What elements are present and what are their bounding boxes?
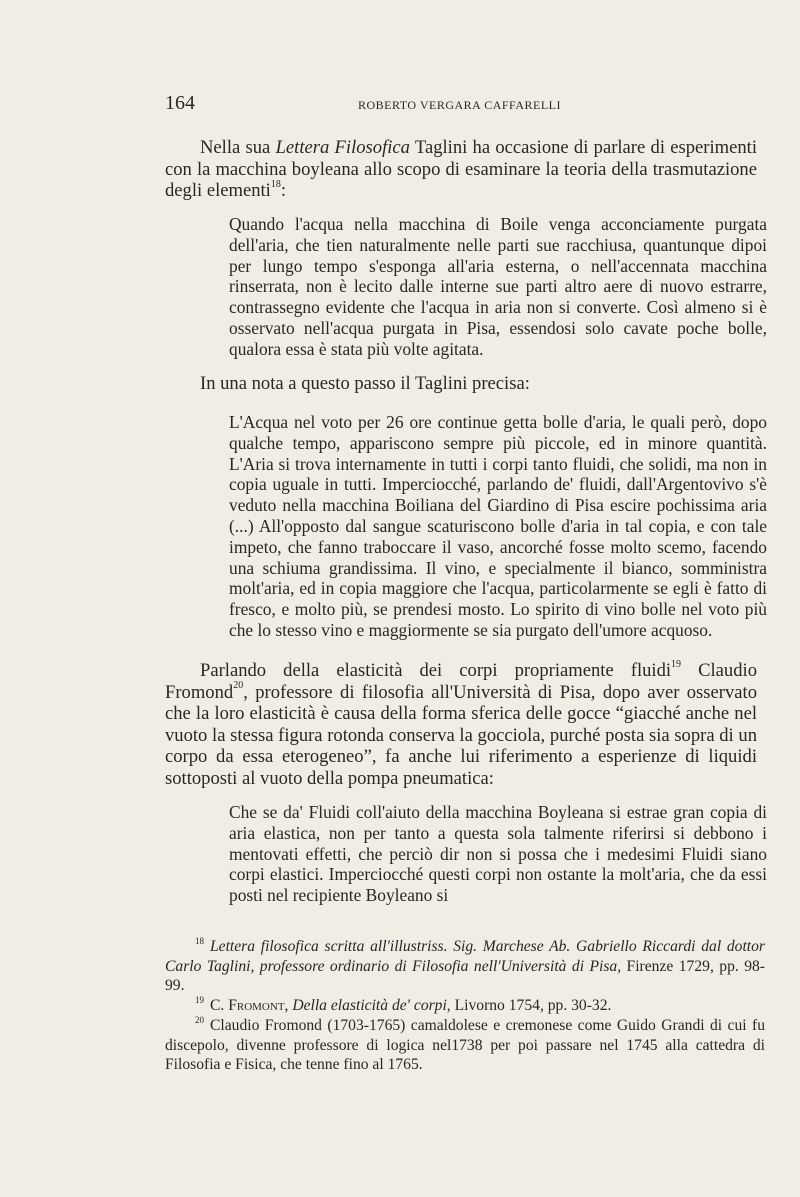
paragraph-3: Parlando della elasticità dei corpi propriamente fluidi$^{19}$ Claudio Fromond$^{20}$, professore di filosofia all'Università di Pisa, dopo aver osservato che la loro elasticità è causa della forma sferica delle gocce “giacché anche nel vuoto la stessa figura rotonda conserva la gocciola, purché posta sia sopra di un corpo da essa eterogeneo”, fa anche lui riferimento a esperienze di liquidi sottoposti al vuoto della pompa pneumatica: xyxy=(165,658,757,789)
footnote-19: $^{19}$ C. Fromont, Della elasticità de' corpi, Livorno 1754, pp. 30-32. xyxy=(195,994,612,1014)
block-quote-3: Che se da' Fluidi coll'aiuto della macchina Boyleana si estrae gran copia di aria elastica, non per tanto a questa sola talmente riferirsi si debbono i mentovati effetti, che perciò dir non si possa che i medesimi Fluidi siano corpi elastici. Imperciocché questi corpi non ostante la molt'aria, che da essi posti nel recipiente Boyleano si xyxy=(229,802,767,906)
footnote-ref-20[interactable]: 20 xyxy=(233,680,244,692)
page-header xyxy=(165,92,725,118)
footnote-ref-18[interactable]: 18 xyxy=(270,178,281,190)
running-head: ROBERTO VERGARA CAFFARELLI xyxy=(358,98,561,112)
author-small-caps: C. Fromont, xyxy=(210,997,289,1014)
footnote-ref-19[interactable]: 19 xyxy=(671,658,682,670)
footnote-18: $^{18}$ Lettera filosofica scritta all'illustriss. Sig. Marchese Ab. Gabriello Riccardi dal dottor Carlo Taglini, professore ordinario di Filosofia nell'Università di Pisa, Firenze 1729, pp. 98-99. xyxy=(165,935,766,995)
paragraph-2: In una nota a questo passo il Taglini precisa: xyxy=(200,373,530,394)
work-title: Lettera Filosofica xyxy=(275,137,410,158)
paragraph-1: Nella sua Lettera Filosofica Taglini ha occasione di parlare di esperimenti con la macchina boyleana allo scopo di esaminare la teoria della trasmutazione degli elementi$^{18}$: xyxy=(165,137,757,201)
footnote-20: $^{20}$ Claudio Fromond (1703-1765) camaldolese e cremonese come Guido Grandi di cui fu discepolo, divenne professore di logica nel1738 per poi passare nel 1745 alla cattedra di Filosofia e Fisica, che tenne fino al 1765. xyxy=(165,1014,765,1074)
block-quote-1: Quando l'acqua nella macchina di Boile venga acconciamente purgata dell'aria, che tien naturalmente nelle parti sue racchiusa, quantunque dipoi per lungo tempo s'esponga all'aria esterna, o nell'accennata macchina rinserrata, non è lecito dalle interne sue parti altro aere di nuovo estrarre, contrassegno evidente che l'acqua in aria non si converte. Così almeno si è osservato nell'acqua purgata in Pisa, essendosi solo cavate poche bolle, qualora essa è stata più volte agitata. xyxy=(229,214,767,359)
block-quote-2: L'Acqua nel voto per 26 ore continue getta bolle d'aria, le quali però, dopo qualche tempo, appariscono sempre più piccole, ed in minore quantità. L'Aria si trova internamente in tutti i corpi tanto fluidi, che solidi, ma non in copia uguale in tutti. Imperciocché, parlando de' fluidi, dall'Argentovivo s'è veduto nella macchina Boiliana del Giardino di Pisa escire pochissima aria (...) All'opposto dal sangue scaturiscono bolle d'aria in tal copia, e con tale impeto, che fanno traboccare il vaso, ancorché fosse molto scemo, facendo una schiuma grandissima. Il vino, e specialmente il bianco, somministra molt'aria, ed in copia maggiore che l'acqua, particolarmente se egli è fatto di fresco, e molto più, se prendesi mosto. Lo spirito di vino bolle nel voto più che lo stesso vino e maggiormente se sia purgato dell'umore acquoso. xyxy=(229,412,767,640)
page-number: 164 xyxy=(165,92,195,114)
